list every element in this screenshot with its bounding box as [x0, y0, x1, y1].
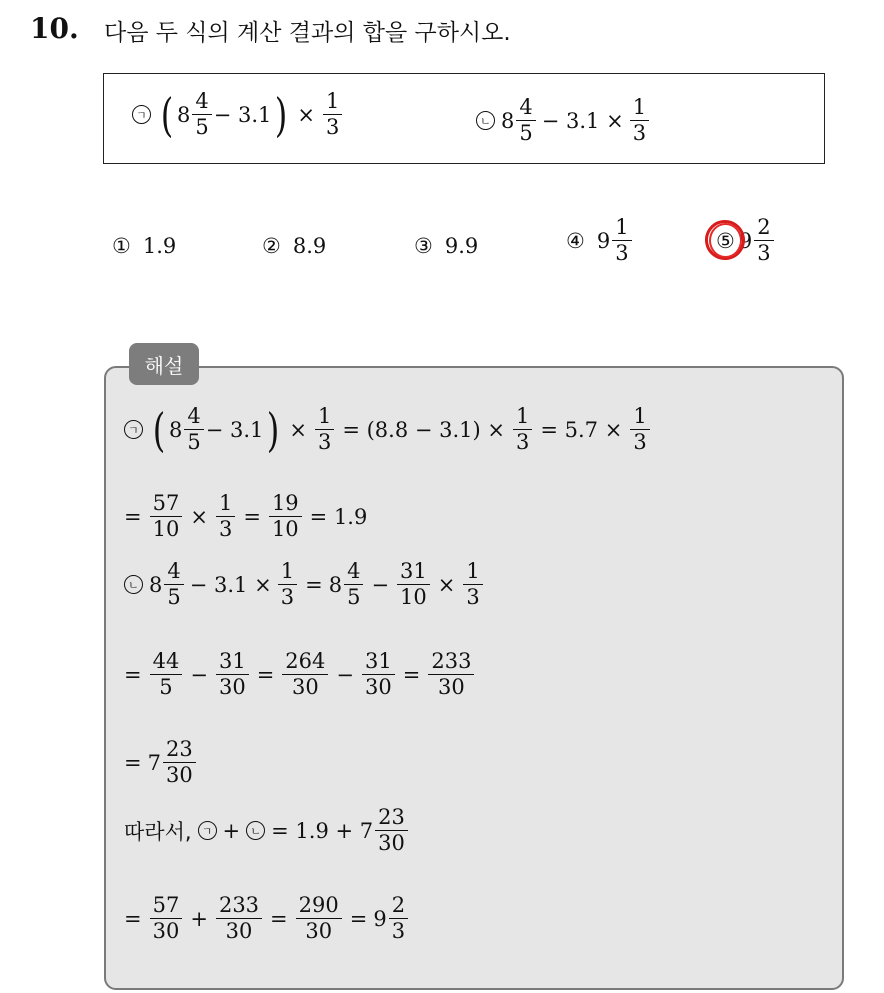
b-whole: 8: [501, 108, 515, 133]
solution-line-7: = $\frac{57}{30}$ + $\frac{233}{30}$ = $\frac{290}{30}$ = 9 $\frac{2}{3}$: [124, 894, 410, 943]
a-fraction: $\frac{4}{5}$: [192, 90, 211, 139]
choice-5[interactable]: ⑤ 9 $\frac{2}{3}$: [716, 216, 776, 265]
expression-a: [132, 87, 344, 142]
expression-b: [476, 96, 651, 145]
marker-nieun-icon: ㄴ: [476, 111, 495, 130]
b-factor: $\frac{1}{3}$: [630, 96, 649, 145]
choice-4[interactable]: ④ 9 $\frac{1}{3}$: [566, 216, 634, 265]
solution-line-5: = 7 $\frac{23}{30}$: [124, 738, 198, 787]
marker-giyeok-icon: ㄱ: [198, 821, 217, 840]
solution-tag: 해설: [129, 343, 199, 385]
choice-3[interactable]: ③ 9.9: [414, 234, 479, 258]
marker-giyeok-icon: ㄱ: [132, 105, 151, 124]
solution-line-6: 따라서, ㄱ + ㄴ = 1.9 + 7 $\frac{23}{30}$: [124, 806, 410, 855]
solution-line-3: ㄴ 8 $\frac{4}{5}$ − 3.1 × $\frac{1}{3}$ = 8 $\frac{4}{5}$ − $\frac{31}{10}$ × $\frac{1}{3}$: [124, 560, 485, 609]
marker-giyeok-icon: ㄱ: [124, 420, 143, 439]
b-fraction: $\frac{4}{5}$: [516, 96, 535, 145]
choice-1[interactable]: ① 1.9: [112, 234, 177, 258]
answer-mark-inner-icon: [709, 223, 742, 258]
marker-nieun-icon: ㄴ: [124, 575, 143, 594]
question-text: 다음 두 식의 계산 결과의 합을 구하시오.: [104, 20, 511, 46]
b-minus: − 3.1 ×: [541, 108, 624, 133]
a-whole: 8: [176, 102, 191, 127]
solution-line-2: = $\frac{57}{10}$ × $\frac{1}{3}$ = $\frac{19}{10}$ = 1.9: [124, 491, 368, 542]
marker-nieun-icon: ㄴ: [246, 821, 265, 840]
right-paren: ): [275, 87, 288, 142]
choice-2[interactable]: ② 8.9: [262, 234, 327, 258]
question-number: 10.: [30, 12, 79, 45]
a-factor: $\frac{1}{3}$: [323, 90, 342, 139]
a-minus: − 3.1: [213, 102, 272, 127]
solution-line-4: = $\frac{44}{5}$ − $\frac{31}{30}$ = $\frac{264}{30}$ − $\frac{31}{30}$ = $\frac{233}{30}$: [124, 650, 476, 699]
solution-line-1: ㄱ ( 8 $\frac{4}{5}$ − 3.1 ) × $\frac{1}{3}$ = (8.8 − 3.1) × $\frac{1}{3}$ = 5.7 × $\frac{1}{3}$: [124, 405, 652, 454]
left-paren: (: [160, 87, 174, 142]
a-times: ×: [297, 102, 315, 127]
